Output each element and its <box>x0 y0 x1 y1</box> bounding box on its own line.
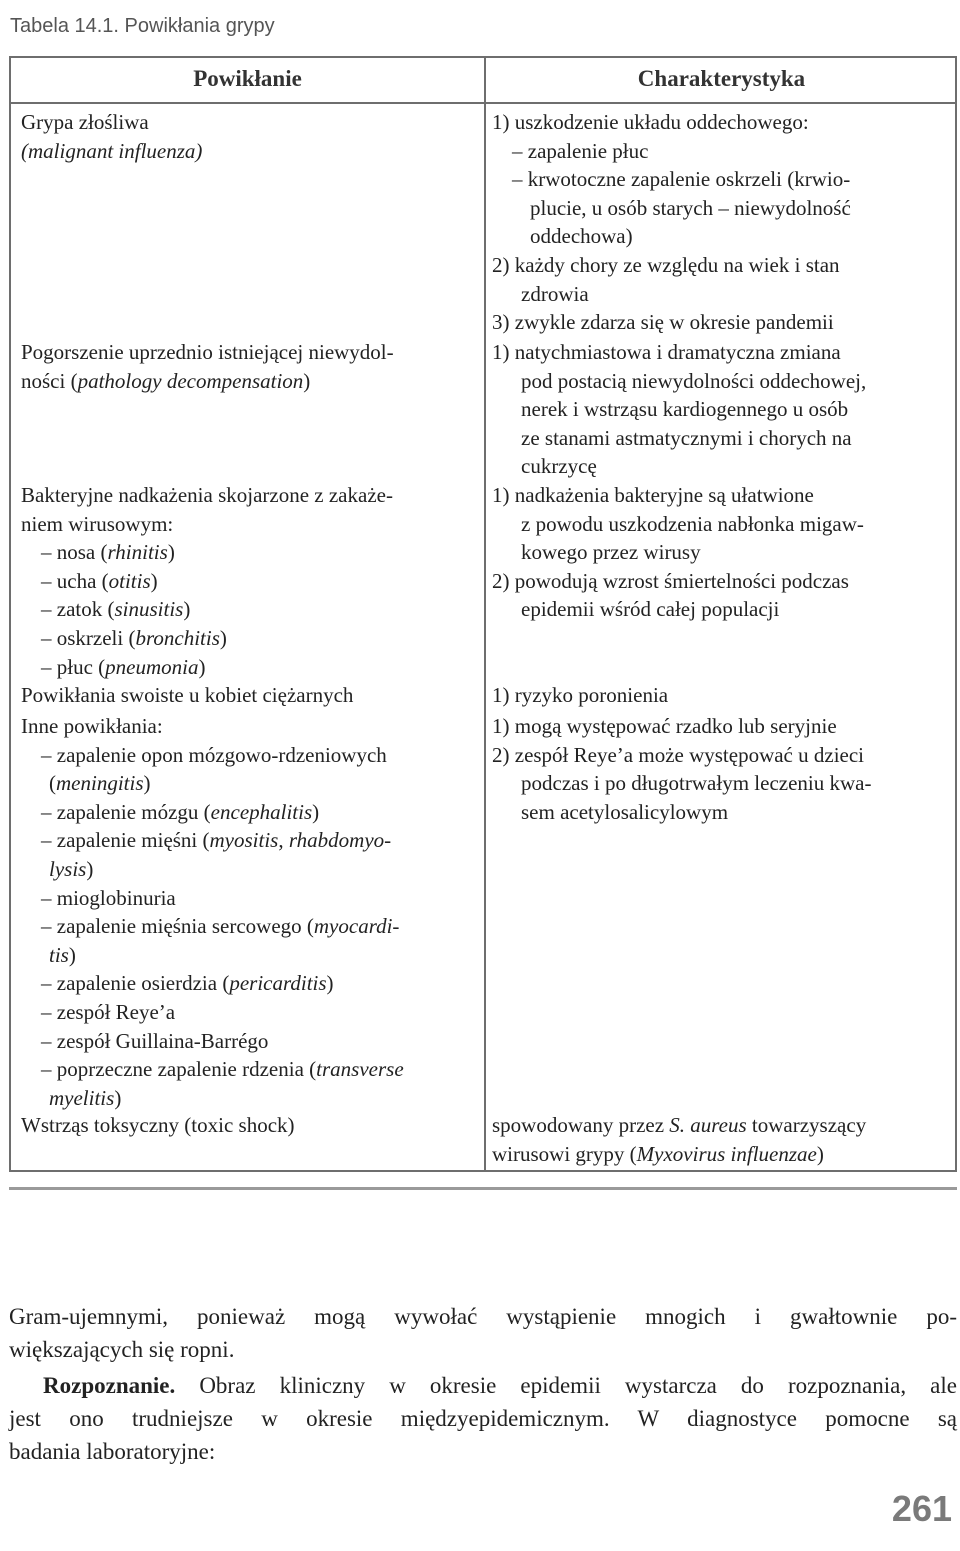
row-decompensation-right: 1) natychmiastowa i dramatyczna zmiana pod postacią niewydolności oddechowej, nerek i wstrząsu kardiogennego u osób ze stanami astmatycznymi i chorych na cukrzycę <box>492 340 867 479</box>
diagnosis-label: Rozpoznanie. <box>43 1373 176 1398</box>
row-toxic-shock-left: Wstrząs toksyczny (toxic shock) <box>21 1113 295 1137</box>
complications-table <box>9 56 957 1172</box>
row-bacterial-right: 1) nadkażenia bakteryjne są ułatwione z powodu uszkodzenia nabłonka migaw- kowego przez wirusy 2) powodują wzrost śmiertelności podczas epidemii wśród całej populacji <box>492 483 864 622</box>
column-divider <box>484 58 486 1170</box>
table-caption: Tabela 14.1. Powikłania grypy <box>10 15 275 37</box>
header-rule-right <box>486 102 957 104</box>
row-decompensation-left: Pogorszenie uprzednio istniejącej niewydol- ności (pathology decompensation) <box>21 340 394 393</box>
paragraph-diagnosis: Rozpoznanie. Obraz kliniczny w okresie epidemii wystarcza do rozpoznania, ale jest ono trudniejsze w okresie międzyepidemicznym. W diagnostyce pomocne są badania laboratoryjne: <box>9 1373 957 1464</box>
paragraph-gram-negative: Gram-ujemnymi, ponieważ mogą wywołać wystąpienie mnogich i gwałtownie po- większających się ropni. <box>9 1304 957 1362</box>
column-header-characteristics: Charakterystyka <box>637 66 806 91</box>
table-bottom-rule <box>9 1187 957 1190</box>
header-rule-left <box>11 102 484 104</box>
column-header-complication: Powikłanie <box>193 66 302 91</box>
row-other-left: Inne powikłania: – zapalenie opon mózgowo-rdzeniowych (meningitis) – zapalenie mózgu (encephalitis) – zapalenie mięśni (myositis, rhabdomyo- lysis) – mioglobinuria – zapalenie mięśnia sercowego (myocardi- tis) – zapalenie osierdzia (pericarditis) – zespół Reye’a – zespół Guillaina-Barrégo – poprzeczne zapalenie rdzenia (transverse myelitis) <box>21 712 404 1112</box>
row-malignant-flu-right: 1) uszkodzenie układu oddechowego: – zapalenie płuc – krwotoczne zapalenie oskrzeli (krwio- plucie, u osób starych – niewydolność oddechowa) 2) każdy chory ze względu na wiek i stan zdrowia 3) zwykle zdarza się w okresie pandemii <box>492 108 851 337</box>
row-bacterial-left: Bakteryjne nadkażenia skojarzone z zakaże- niem wirusowym: – nosa (rhinitis) – ucha (otitis) – zatok (sinusitis) – oskrzeli (bronchitis) – płuc (pneumonia) <box>21 481 393 681</box>
row-pregnancy-left: Powikłania swoiste u kobiet ciężarnych <box>21 683 354 707</box>
page-number: 261 <box>891 1488 952 1529</box>
row-malignant-flu-left: Grypa złośliwa (malignant influenza) <box>21 110 203 163</box>
row-pregnancy-right: 1) ryzyko poronienia <box>492 683 669 707</box>
row-toxic-shock-right: spowodowany przez S. aureus towarzyszący wirusowi grypy (Myxovirus influenzae) <box>492 1113 867 1166</box>
row-other-right: 1) mogą występować rzadko lub seryjnie 2) zespół Reye’a może występować u dzieci podczas i po długotrwałym leczeniu kwa- sem acetylosalicylowym <box>492 714 872 824</box>
